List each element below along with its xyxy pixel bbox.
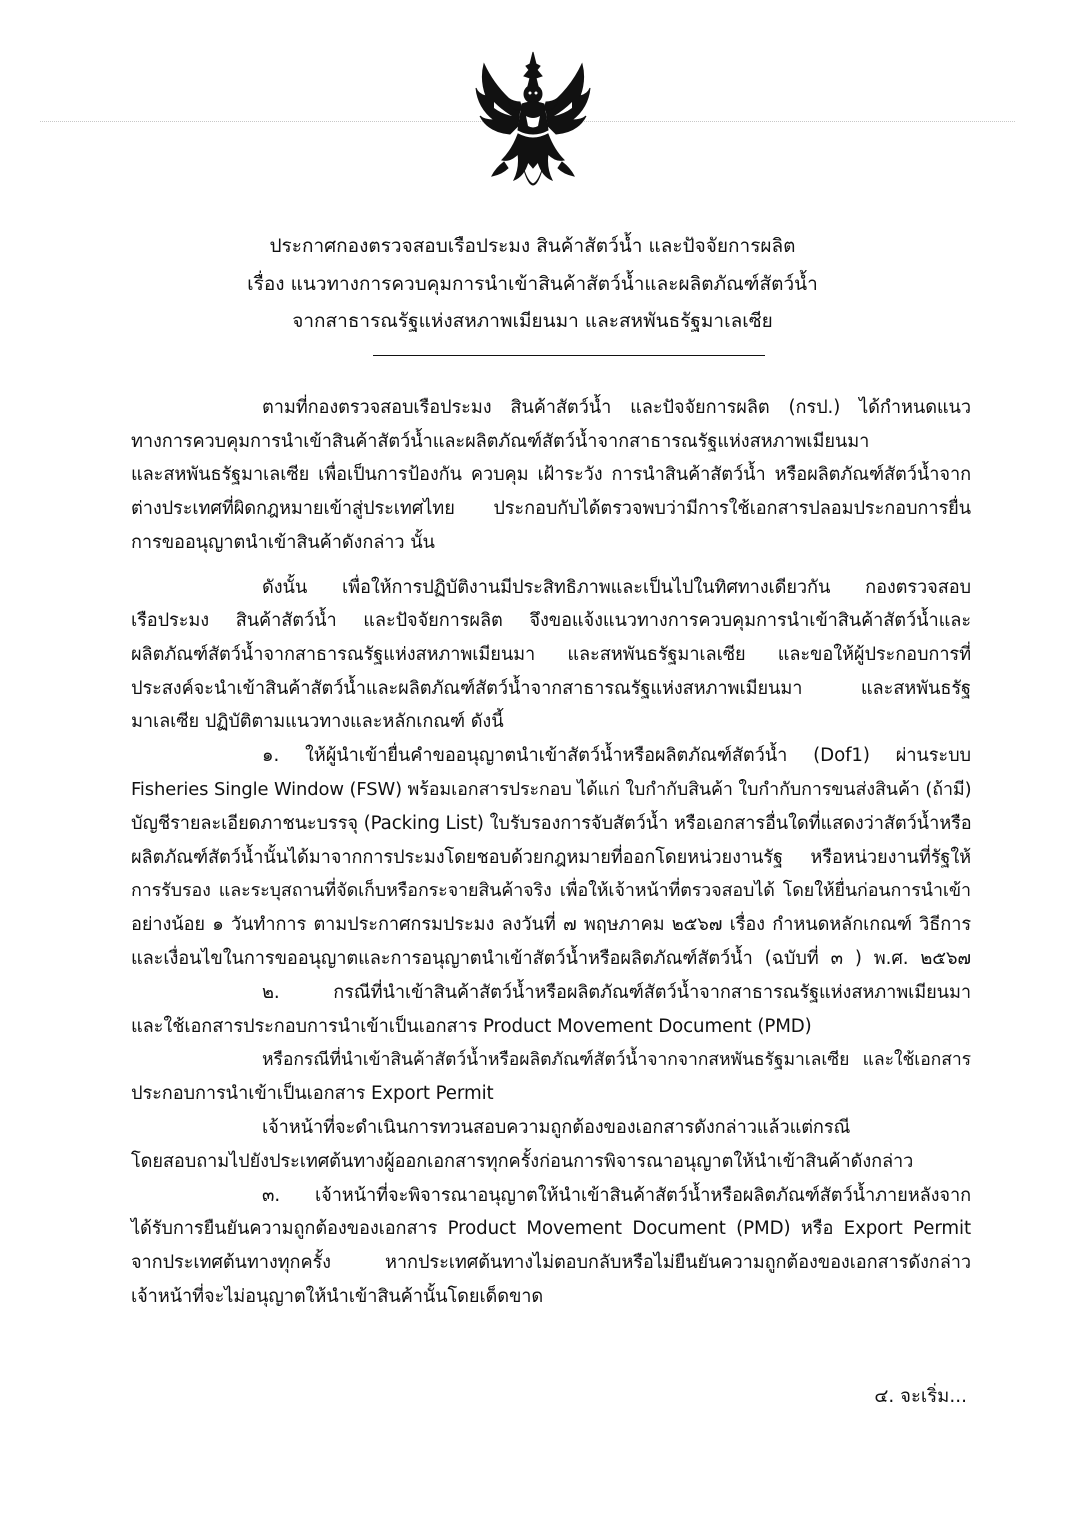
body-line: ทางการควบคุมการนำเข้าสินค้าสัตว์น้ำและผลิตภัณฑ์สัตว์น้ำจากสาธารณรัฐแห่งสหภาพเมียนมา [131,431,870,452]
body-line: ดังนั้น เพื่อให้การปฏิบัติงานมีประสิทธิภาพและเป็นไปในทิศทางเดียวกัน กองตรวจสอบ [262,577,971,598]
page-continuation: ๔. จะเริ่ม... [874,1386,967,1407]
body-line: ๓. เจ้าหน้าที่จะพิจารณาอนุญาตให้นำเข้าสินค้าสัตว์น้ำหรือผลิตภัณฑ์สัตว์น้ำภายหลังจาก [262,1185,971,1206]
announcement-subject-cont: จากสาธารณรัฐแห่งสหภาพเมียนมา และสหพันธรัฐมาเลเซีย [292,310,773,332]
body-line: ๒. กรณีที่นำเข้าสินค้าสัตว์น้ำหรือผลิตภัณฑ์สัตว์น้ำจากสาธารณรัฐแห่งสหภาพเมียนมา [262,982,971,1003]
body-line: บัญชีรายละเอียดภาชนะบรรจุ (Packing List) ใบรับรองการจับสัตว์น้ำ หรือเอกสารอื่นใดที่แสดงว่าสัตว์น้ำหรือ [131,813,972,834]
body-line: มาเลเซีย ปฏิบัติตามแนวทางและหลักเกณฑ์ ดังนี้ [131,711,504,732]
title-divider [373,355,765,356]
body-line: และสหพันธรัฐมาเลเซีย เพื่อเป็นการป้องกัน ควบคุม เฝ้าระวัง การนำสินค้าสัตว์น้ำ หรือผลิตภัณฑ์สัตว์น้ำจาก [131,464,971,485]
body-line: เจ้าหน้าที่จะไม่อนุญาตให้นำเข้าสินค้านั้นโดยเด็ดขาด [131,1286,544,1307]
body-line: ประสงค์จะนำเข้าสินค้าสัตว์น้ำและผลิตภัณฑ์สัตว์น้ำจากสาธารณรัฐแห่งสหภาพเมียนมา และสหพันธรัฐ [131,678,971,699]
body-line: และเงื่อนไขในการขออนุญาตและการอนุญาตนำเข้าสัตว์น้ำหรือผลิตภัณฑ์สัตว์น้ำ (ฉบับที่ ๓ ) พ.ศ. ๒๕๖๗ [131,948,971,969]
body-line: หรือกรณีที่นำเข้าสินค้าสัตว์น้ำหรือผลิตภัณฑ์สัตว์น้ำจากจากสหพันธรัฐมาเลเซีย และใช้เอกสาร [262,1050,971,1070]
body-line: จากประเทศต้นทางทุกครั้ง หากประเทศต้นทางไม่ตอบกลับหรือไม่ยืนยันความถูกต้องของเอกสารดังกล่าว [131,1252,971,1273]
body-line: ตามที่กองตรวจสอบเรือประมง สินค้าสัตว์น้ำ และปัจจัยการผลิต (กรป.) ได้กำหนดแนว [262,397,971,418]
body-line: ประกอบการนำเข้าเป็นเอกสาร Export Permit [131,1083,494,1104]
body-line: เจ้าหน้าที่จะดำเนินการทวนสอบความถูกต้องของเอกสารดังกล่าวแล้วแต่กรณี [262,1117,851,1138]
announcement-subject: เรื่อง แนวทางการควบคุมการนำเข้าสินค้าสัตว์น้ำและผลิตภัณฑ์สัตว์น้ำ [247,273,818,295]
body-line: การขออนุญาตนำเข้าสินค้าดังกล่าว นั้น [131,532,435,553]
garuda-emblem-icon [474,50,592,200]
body-line: โดยสอบถามไปยังประเทศต้นทางผู้ออกเอกสารทุกครั้งก่อนการพิจารณาอนุญาตให้นำเข้าสินค้าดังกล่าว [131,1151,914,1172]
body-line: อย่างน้อย ๑ วันทำการ ตามประกาศกรมประมง ลงวันที่ ๗ พฤษภาคม ๒๕๖๗ เรื่อง กำหนดหลักเกณฑ์ วิธีการ [131,914,971,935]
body-line: การรับรอง และระบุสถานที่จัดเก็บหรือกระจายสินค้าจริง เพื่อให้เจ้าหน้าที่ตรวจสอบได้ โดยให้ยื่นก่อนการนำเข้า [131,880,971,901]
body-line: และใช้เอกสารประกอบการนำเข้าเป็นเอกสาร Product Movement Document (PMD) [131,1016,812,1037]
body-line: ต่างประเทศที่ผิดกฎหมายเข้าสู่ประเทศไทย ประกอบกับได้ตรวจพบว่ามีการใช้เอกสารปลอมประกอบการยื่น [131,498,971,519]
body-line: เรือประมง สินค้าสัตว์น้ำ และปัจจัยการผลิต จึงขอแจ้งแนวทางการควบคุมการนำเข้าสินค้าสัตว์น้ำและ [131,610,971,631]
body-line: ๑. ให้ผู้นำเข้ายื่นคำขออนุญาตนำเข้าสัตว์น้ำหรือผลิตภัณฑ์สัตว์น้ำ (Dof1) ผ่านระบบ [262,745,971,766]
announcement-title: ประกาศกองตรวจสอบเรือประมง สินค้าสัตว์น้ำ และปัจจัยการผลิต [269,235,796,257]
body-line: ได้รับการยืนยันความถูกต้องของเอกสาร Product Movement Document (PMD) หรือ Export Permit [131,1218,971,1239]
body-line: Fisheries Single Window (FSW) พร้อมเอกสารประกอบ ได้แก่ ใบกำกับสินค้า ใบกำกับการขนส่งสินค้า (ถ้ามี) [131,779,972,800]
body-line: ผลิตภัณฑ์สัตว์น้ำนั้นได้มาจากการประมงโดยชอบด้วยกฎหมายที่ออกโดยหน่วยงานรัฐ หรือหน่วยงานที่รัฐให้ [131,847,971,868]
body-line: ผลิตภัณฑ์สัตว์น้ำจากสาธารณรัฐแห่งสหภาพเมียนมา และสหพันธรัฐมาเลเซีย และขอให้ผู้ประกอบการที่ [131,644,971,665]
